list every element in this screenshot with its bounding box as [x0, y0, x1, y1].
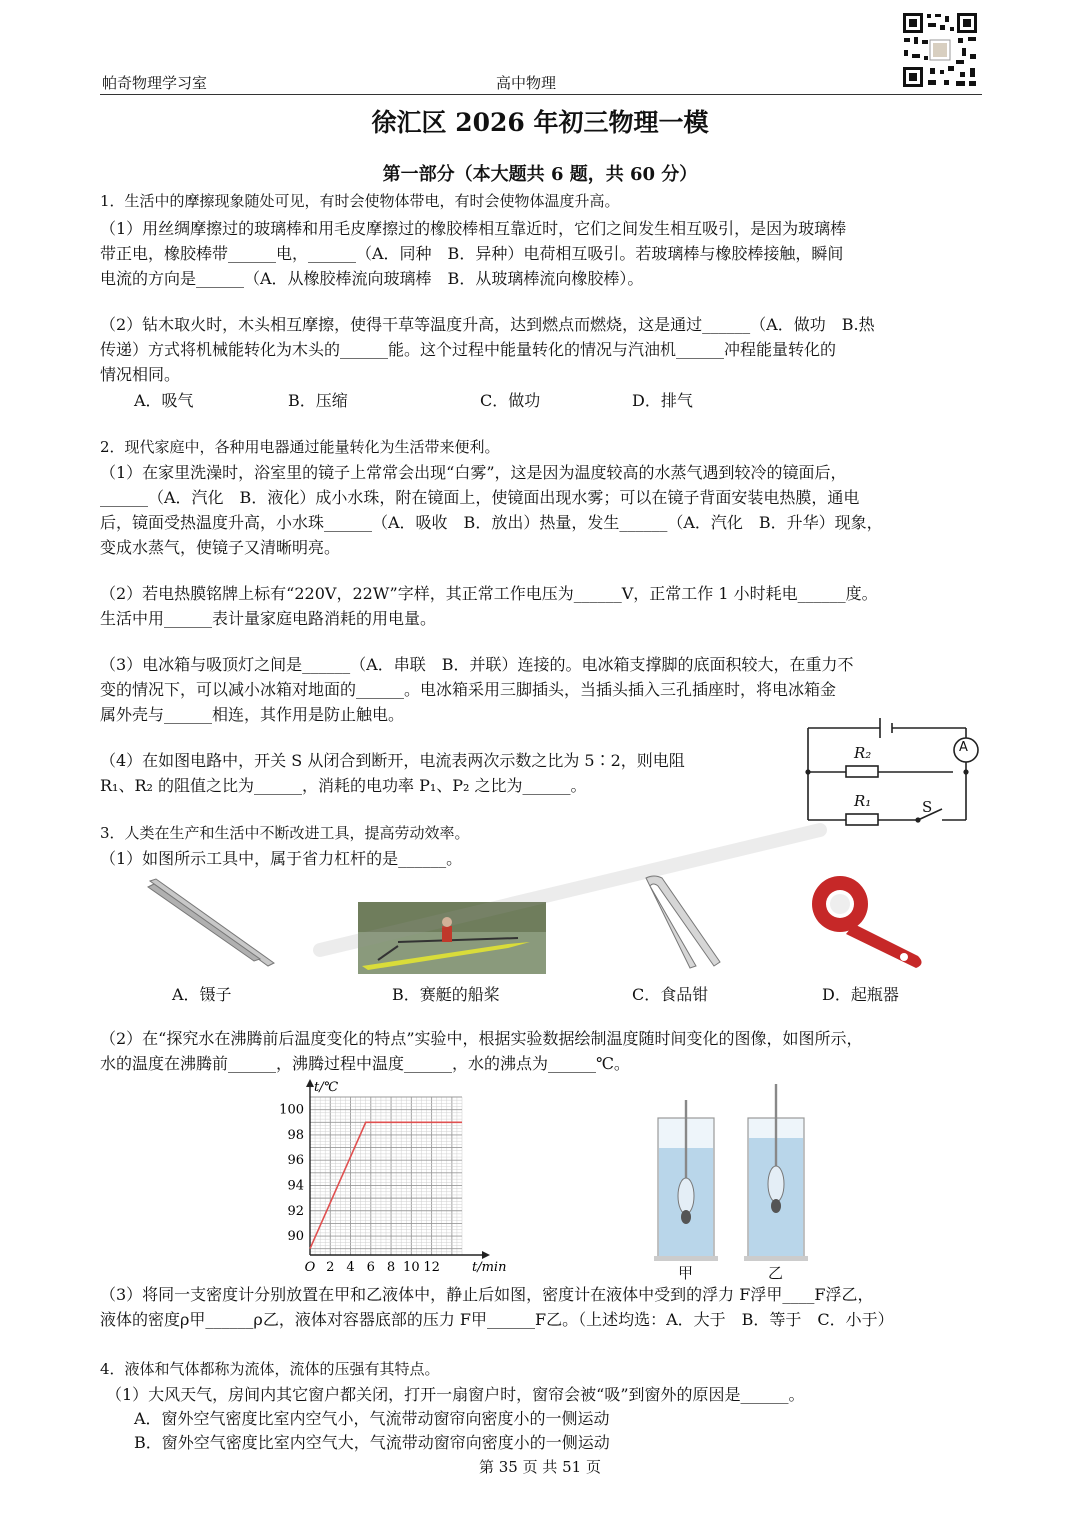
x-tick-label: 4 [346, 1260, 355, 1275]
q2-stem: 2．现代家庭中，各种用电器通过能量转化为生活带来便利。 [100, 438, 500, 456]
x-tick-label: 6 [366, 1260, 375, 1275]
q2-p4-line1: （4）在如图电路中，开关 S 从闭合到断开，电流表两次示数之比为 5∶2，则电阻 [100, 751, 685, 770]
y-tick-label: 94 [287, 1178, 304, 1194]
q2-p1-line3: 后，镜面受热温度升高，小水珠______（A．吸收 B．放出）热量，发生______（A．汽化 B．升华）现象， [100, 513, 883, 532]
header-rule [100, 94, 982, 95]
page-footer: 第 35 页 共 51 页 [478, 1458, 601, 1476]
q2-p3-line2: 变的情况下，可以减小冰箱对地面的______。电冰箱采用三脚插头，当插头插入三孔插座时，将电冰箱金 [100, 680, 837, 699]
tool-caption-a: A．镊子 [172, 985, 232, 1004]
hydrometer-beakers [650, 1080, 820, 1280]
y-axis-arrow [306, 1079, 314, 1087]
circuit-diagram [800, 710, 980, 830]
x-tick-label: 8 [386, 1260, 396, 1275]
q4-option-b: B．窗外空气密度比室内空气大，气流带动窗帘向密度小的一侧运动 [134, 1433, 610, 1452]
q1-p2-line2: 传递）方式将机械能转化为木头的______能。这个过程中能量转化的情况与汽油机______冲程能量转化的 [100, 340, 837, 359]
q3-p1: （1）如图所示工具中，属于省力杠杆的是______。 [100, 849, 463, 868]
bottle-opener-image [806, 872, 930, 972]
tool-caption-c: C．食品钳 [632, 985, 709, 1004]
header-left: 帕奇物理学习室 [102, 74, 208, 92]
x-axis-arrow [482, 1251, 490, 1259]
x-tick-label: O [304, 1260, 316, 1275]
q3-p2-line1: （2）在“探究水在沸腾前后温度变化的特点”实验中，根据实验数据绘制温度随时间变化的图像，如图所示， [100, 1029, 863, 1048]
q1-option-b: B．压缩 [288, 391, 348, 410]
q2-p4-line2: R₁、R₂ 的阻值之比为______，消耗的电功率 P₁、P₂ 之比为______。 [100, 776, 587, 795]
q2-p3-line3: 属外壳与______相连，其作用是防止触电。 [100, 705, 405, 724]
y-tick-label: 96 [287, 1153, 304, 1169]
x-tick-label: 12 [423, 1260, 440, 1275]
q2-p3-line1: （3）电冰箱与吸顶灯之间是______（A．串联 B．并联）连接的。电冰箱支撑脚的底面积较大，在重力不 [100, 655, 854, 674]
page-title: 徐汇区 2026 年初三物理一模 [371, 108, 709, 137]
q1-p2-line1: （2）钻木取火时，木头相互摩擦，使得干草等温度升高，达到燃点而燃烧，这是通过______（A．做功 B.热 [100, 315, 875, 334]
y-tick-label: 100 [279, 1102, 304, 1118]
q1-option-c: C．做功 [480, 391, 541, 410]
q1-p2-line3: 情况相同。 [100, 365, 181, 384]
r1-label: R₁ [854, 792, 872, 810]
x-tick-label: 10 [403, 1260, 420, 1275]
q2-p2-line1: （2）若电热膜铭牌上标有“220V，22W”字样，其正常工作电压为______V，正常工作 1 小时耗电______度。 [100, 584, 878, 603]
food-tongs-image [636, 872, 732, 972]
y-tick-label: 92 [287, 1203, 304, 1219]
qr-code[interactable] [900, 10, 980, 90]
q1-p1-line3: 电流的方向是______（A．从橡胶棒流向玻璃棒 B．从玻璃棒流向橡胶棒）。 [100, 269, 644, 288]
y-axis-label: t/℃ [314, 1080, 339, 1095]
x-axis-label: t/min [472, 1260, 507, 1275]
q1-p1-line2: 带正电，橡胶棒带______电，______（A．同种 B．异种）电荷相互吸引。若玻璃棒与橡胶棒接触，瞬间 [100, 244, 844, 263]
q1-stem: 1．生活中的摩擦现象随处可见，有时会使物体带电，有时会使物体温度升高。 [100, 192, 620, 210]
q1-option-a: A．吸气 [134, 391, 194, 410]
q4-p1: （1）大风天气，房间内其它窗户都关闭，打开一扇窗户时，窗帘会被“吸”到窗外的原因是______。 [106, 1385, 805, 1404]
beaker-label-jia: 甲 [678, 1264, 694, 1282]
r2-label: R₂ [854, 744, 872, 762]
y-tick-label: 90 [287, 1229, 304, 1245]
q2-p1-line2: ______（A．汽化 B．液化）成小水珠，附在镜面上，使镜面出现水雾；可以在镜子背面安装电热膜，通电 [100, 488, 860, 507]
section-heading: 第一部分（本大题共 6 题，共 60 分） [382, 164, 698, 185]
tweezers-image [140, 875, 280, 970]
switch-label: S [922, 798, 933, 816]
q3-p3-line1: （3）将同一支密度计分别放置在甲和乙液体中，静止后如图，密度计在液体中受到的浮力 F浮甲____F浮乙， [100, 1285, 874, 1304]
q4-stem: 4．液体和气体都称为流体，流体的压强有其特点。 [100, 1360, 440, 1378]
beaker-label-yi: 乙 [768, 1264, 784, 1282]
tool-caption-d: D．起瓶器 [822, 985, 899, 1004]
q2-p1-line1: （1）在家里洗澡时，浴室里的镜子上常常会出现“白雾”，这是因为温度较高的水蒸气遇到较冷的镜面后， [100, 463, 847, 482]
q3-p2-line2: 水的温度在沸腾前______，沸腾过程中温度______，水的沸点为______℃。 [100, 1054, 630, 1073]
x-tick-label: 2 [326, 1260, 335, 1275]
q3-p3-line2: 液体的密度ρ甲______ρ乙，液体对容器底部的压力 F甲______F乙。（上述均选：A．大于 B．等于 C．小于） [100, 1310, 894, 1329]
y-tick-label: 98 [287, 1127, 304, 1143]
tool-caption-b: B．赛艇的船桨 [392, 985, 500, 1004]
q4-option-a: A．窗外空气密度比室内空气小，气流带动窗帘向密度小的一侧运动 [134, 1409, 610, 1428]
q1-option-d: D．排气 [632, 391, 693, 410]
q2-p2-line2: 生活中用______表计量家庭电路消耗的用电量。 [100, 609, 437, 628]
q3-stem: 3．人类在生产和生活中不断改进工具，提高劳动效率。 [100, 824, 470, 842]
rowing-boat-image [358, 902, 546, 974]
ammeter-label: A [959, 740, 968, 755]
temperature-time-chart [270, 1075, 510, 1285]
q2-p1-line4: 变成水蒸气，使镜子又清晰明亮。 [100, 538, 341, 557]
q1-p1-line1: （1）用丝绸摩擦过的玻璃棒和用毛皮摩擦过的橡胶棒相互靠近时，它们之间发生相互吸引，是因为玻璃棒 [100, 219, 847, 238]
header-center: 高中物理 [496, 74, 557, 92]
